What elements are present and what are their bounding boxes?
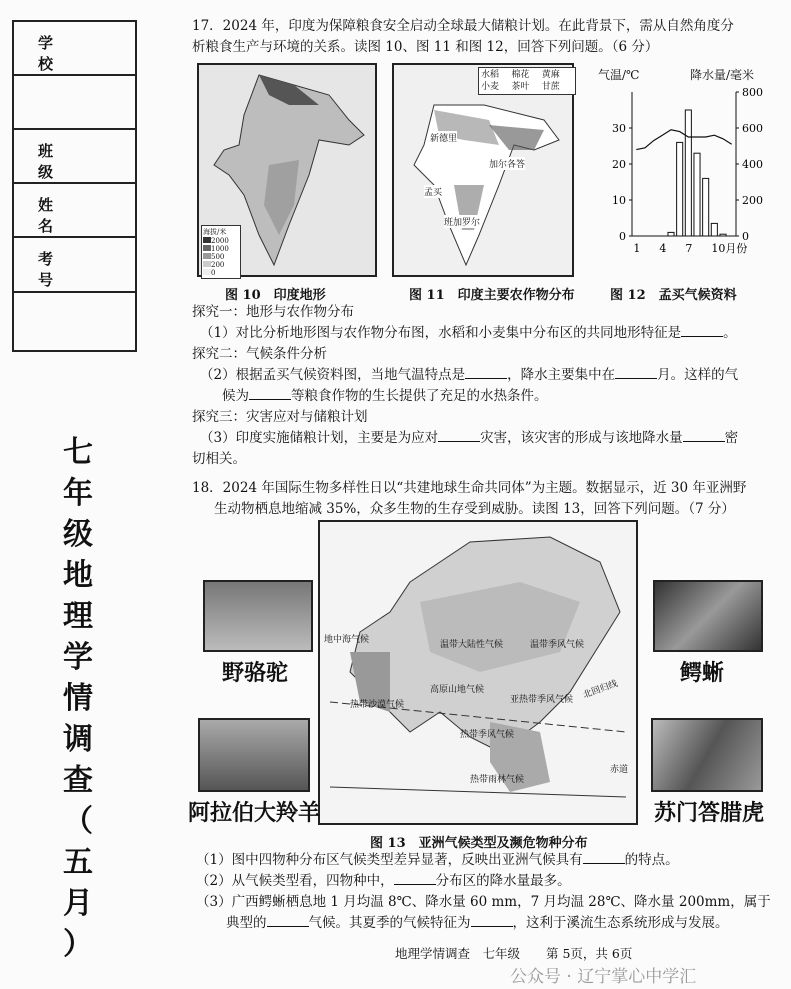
answer-blank[interactable]: [267, 926, 309, 927]
answer-blank[interactable]: [438, 441, 480, 442]
city-new-delhi: 新德里: [430, 131, 457, 144]
answer-blank[interactable]: [249, 399, 291, 400]
answer-blank[interactable]: [683, 441, 725, 442]
precip-bar: [694, 153, 700, 236]
x-tick-label: 1: [633, 242, 641, 255]
chart-plot: [612, 86, 763, 255]
q18-line1: 18．2024 年国际生物多样性日以“共建地球生命共同体”为主题。数据显示，近 30 年亚洲野: [192, 480, 747, 496]
precip-bar: [703, 178, 709, 236]
q18-sub3: [196, 892, 776, 913]
q18-s3-text: 气候。其夏季的气候特征为: [308, 915, 471, 931]
explore2-heading: 探究二：气候条件分析: [192, 346, 327, 362]
footer-subject: 地理学情调查 七年级: [395, 946, 521, 961]
q17-s2-text: 等粮食作物的生长提供了充足的水热条件。: [291, 388, 548, 404]
answer-blank[interactable]: [583, 863, 625, 864]
name-cell: [14, 184, 135, 238]
q17-explore: [192, 302, 762, 470]
title-char: 级: [63, 517, 93, 552]
q18-s2-text: （2）从气候类型看，四物种中，: [196, 873, 394, 889]
precip-tick-label: 200: [742, 194, 763, 207]
legend-wheat: 小麦: [481, 82, 500, 92]
title-char: 年: [63, 476, 93, 511]
legend-cotton: 棉花: [511, 70, 530, 80]
q17-s3-text: 灾害，该灾害的形成与该地降水量: [480, 430, 683, 446]
precip-tick-label: 400: [742, 158, 763, 171]
legend-sugarcane: 甘蔗: [541, 82, 560, 92]
footer-page-number: 第 5页，共 6页: [546, 946, 633, 961]
watermark: 公众号 · 辽宁掌心中学汇: [510, 967, 697, 987]
class-label: 班级: [38, 142, 106, 182]
x-tick-label: 4: [659, 242, 667, 255]
label-mediterranean: 地中海气候: [324, 635, 370, 645]
legend-title: 海拔/米: [203, 228, 227, 236]
q17-s3-end: 切相关。: [192, 451, 246, 467]
q18-sub3-cont: [196, 913, 776, 934]
q18-s3-text: 典型的: [226, 915, 267, 931]
q17-sub2: [192, 365, 762, 386]
precip-tick-label: 600: [742, 122, 763, 135]
title-char: （: [63, 804, 93, 839]
explore3-heading: 探究三：灾害应对与储粮计划: [192, 409, 368, 425]
legend-label: 0: [211, 269, 216, 277]
temp-axis-label: 气温/℃: [598, 68, 640, 82]
label-highland: 高原山地气候: [430, 685, 485, 695]
fig10-legend: [201, 225, 241, 279]
fig11-legend: [478, 67, 576, 95]
answer-blank[interactable]: [471, 926, 513, 927]
label-temperate-monsoon: 温带季风气候: [530, 640, 585, 650]
precip-tick-label: 800: [742, 86, 763, 99]
vertical-exam-title: [62, 432, 94, 965]
answer-blank[interactable]: [394, 884, 436, 885]
fig12-caption: 图 12 孟买气候资料: [610, 288, 737, 303]
city-mumbai: 孟买: [424, 185, 442, 198]
fig10-caption: 图 10 印度地形: [225, 288, 326, 303]
temp-tick-label: 0: [619, 230, 626, 243]
label-tropical-desert: 热带沙漠气候: [350, 700, 405, 710]
precip-bar: [720, 234, 726, 236]
legend-label: 1000: [211, 245, 229, 253]
school-blank[interactable]: [14, 76, 135, 130]
fig11-caption: 图 11 印度主要农作物分布: [409, 288, 575, 303]
precip-bar: [668, 232, 674, 236]
q18-sub1: [196, 850, 776, 871]
city-bangalore: 班加罗尔: [444, 215, 480, 228]
answer-blank[interactable]: [465, 378, 507, 379]
q18-s1-text: （1）图中四物种分布区气候类型差异显著，反映出亚洲气候具有: [196, 852, 583, 868]
x-tick-label: 7: [685, 242, 693, 255]
q17-s2-text: ，降水主要集中在: [507, 367, 616, 383]
school-label: 学校: [38, 34, 106, 73]
fig11-crops-map: [392, 63, 574, 277]
sumatran-tiger-label: 苏门答腊虎: [654, 800, 765, 826]
title-char: 情: [63, 681, 93, 716]
q17-s1-end: 。: [723, 325, 737, 341]
q18-line2: 生动物栖息地缩减 35%，众多生物的生存受到威胁。读图 13，回答下列问题。（7 分）: [214, 501, 735, 517]
title-char: 五: [63, 845, 93, 880]
exam-no-cell: [14, 238, 135, 292]
label-tropical-monsoon: 热带季风气候: [460, 730, 515, 740]
q17-intro: [192, 16, 774, 58]
title-char: 七: [63, 435, 93, 470]
q18-s2-text: 分布区的降水量最多。: [435, 873, 571, 889]
q17-sub3: [192, 428, 762, 449]
q17-s3-text: （3）印度实施储粮计划，主要是为应对: [200, 430, 439, 446]
sumatran-tiger-photo: [651, 718, 763, 792]
q17-s2-text: 月。这样的气: [657, 367, 739, 383]
temp-tick-label: 20: [612, 158, 626, 171]
legend-jute: 黄麻: [541, 70, 560, 80]
school-cell: [14, 22, 135, 76]
precip-axis-label: 降水量/毫米: [690, 68, 755, 82]
title-char: 地: [63, 558, 93, 593]
title-char: 调: [63, 722, 93, 757]
legend-rice: 水稻: [481, 70, 500, 80]
explore1-heading: 探究一：地形与农作物分布: [192, 304, 354, 320]
legend-tea: 茶叶: [511, 82, 530, 92]
q18-intro: [192, 478, 774, 520]
wild-camel-label: 野骆驼: [222, 660, 289, 686]
india-crops-map-image: [394, 65, 572, 275]
q17-s1-text: （1）对比分析地形图与农作物分布图，水稻和小麦集中分布区的共同地形特征是: [200, 325, 682, 341]
crocodile-lizard-label: 鳄蜥: [680, 660, 725, 686]
q18-s3-text: （3）广西鳄蜥栖息地 1 月均温 8℃、降水量 60 mm，7 月均温 28℃、降水量 200mm，属于: [196, 894, 771, 910]
q17-s2-text: （2）根据孟买气候资料图，当地气温特点是: [200, 367, 466, 383]
q17-s2-text: 候为: [222, 388, 249, 404]
title-char: 学: [63, 640, 93, 675]
precip-bar: [711, 223, 717, 236]
label-temperate-continental: 温带大陆性气候: [440, 640, 504, 650]
legend-label: 200: [211, 261, 225, 269]
q17-sub2-cont: [192, 386, 762, 407]
class-cell: [14, 130, 135, 184]
title-char: 理: [63, 599, 93, 634]
temp-tick-label: 30: [612, 122, 626, 135]
temp-tick-label: 10: [612, 194, 626, 207]
crocodile-lizard-photo: [653, 580, 763, 652]
q18-s1-text: 的特点。: [624, 852, 679, 868]
name-label: 姓名: [38, 196, 106, 236]
fig10-terrain-map: [197, 63, 377, 277]
label-tropic-of-cancer: 北回归线: [581, 679, 620, 701]
x-tick-label: 10月份: [711, 242, 748, 255]
answer-blank[interactable]: [681, 336, 723, 337]
title-char: 查: [63, 763, 93, 798]
city-kolkata: 加尔各答: [489, 157, 525, 170]
exam-no-blank[interactable]: [14, 293, 135, 347]
title-char: 月: [63, 886, 93, 921]
student-info-box: [12, 20, 137, 352]
precip-bar: [685, 110, 691, 236]
q18-subquestions: [196, 850, 776, 934]
fig13-caption: 图 13 亚洲气候类型及濒危物种分布: [370, 836, 588, 851]
q17-line2: 析粮食生产与环境的关系。读图 10、图 11 和图 12，回答下列问题。（6 分）: [192, 39, 659, 55]
arabian-oryx-label: 阿拉伯大羚羊: [188, 800, 321, 826]
fig13-asia-climate-map: [318, 520, 638, 825]
label-tropical-rainforest: 热带雨林气候: [470, 775, 525, 785]
title-char: ）: [63, 927, 93, 962]
wild-camel-photo: [203, 580, 313, 652]
arabian-oryx-photo: [198, 718, 310, 792]
label-subtropical-monsoon: 亚热带季风气候: [510, 695, 574, 705]
q18-sub2: [196, 871, 776, 892]
answer-blank[interactable]: [615, 378, 657, 379]
precip-bar: [677, 142, 683, 236]
q17-sub1: [192, 323, 762, 344]
label-equator: 赤道: [610, 765, 629, 775]
fig12-climate-chart: [590, 64, 780, 276]
legend-label: 2000: [211, 237, 229, 245]
q18-s3-text: ，这利于溪流生态系统形成与发展。: [512, 915, 729, 931]
legend-label: 500: [211, 253, 225, 261]
temperature-line: [636, 130, 731, 150]
precip-tick-label: 0: [742, 230, 749, 243]
q17-line1: 17．2024 年，印度为保障粮食安全启动全球最大储粮计划。在此背景下，需从自然角度分: [192, 18, 734, 34]
q17-s3-text: 密: [724, 430, 739, 446]
exam-no-label: 考号: [38, 250, 106, 290]
